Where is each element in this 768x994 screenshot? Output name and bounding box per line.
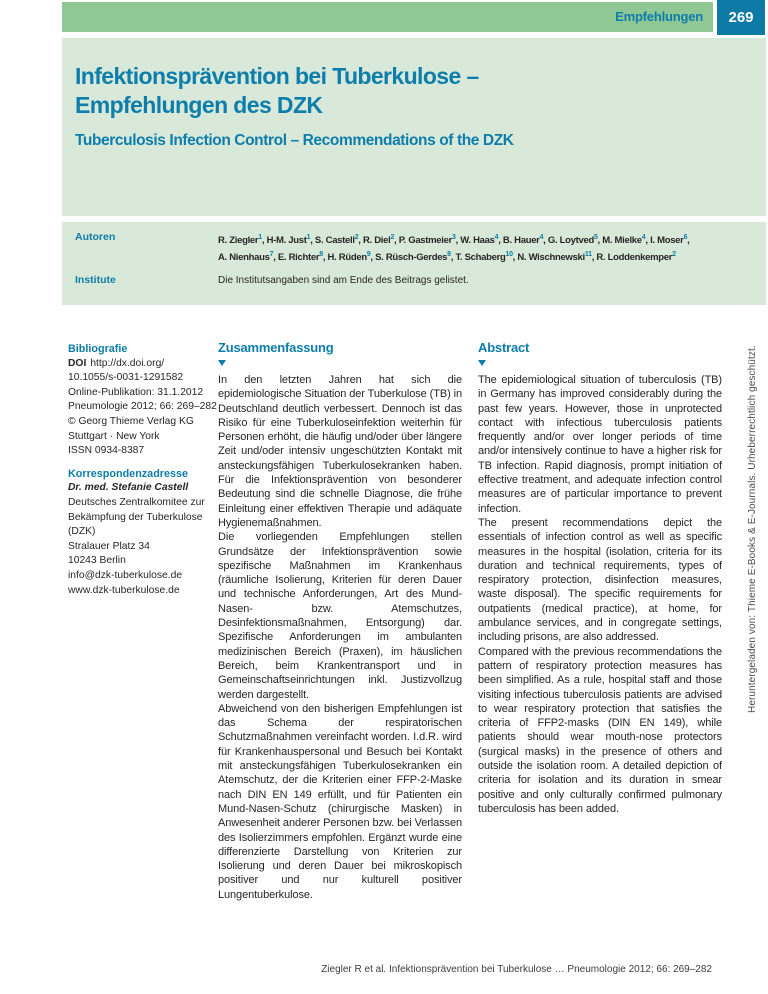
author-name: N. Wischnewski xyxy=(517,252,585,264)
author-affiliation-number: 4 xyxy=(539,234,544,241)
abstract-paragraph: Die vorliegenden Empfehlungen stellen Grundsätze der Infektionsprävention sowie spezifische Maßnahmen im Krankenhaus (räumliche Isolierung, Kriterien für deren Dauer und technische Anforderungen, Art des Mund-Nasen- bzw. Atemschutzes, Desinfektionsmaßnahmen, Entsorgung) dar. Spezifische Anforderungen im ambulanten medizinischen Bereich (Praxen), im häuslichen Bereich, beim Krankentransport und in Gemeinschaftseinrichtungen inkl. Justizvollzug werden dargestellt. xyxy=(218,531,462,701)
abstract-paragraph: Compared with the previous recommendations the pattern of respiratory protection measures has been simplified. As a rule, hospital staff and those visiting infectious tuberculosis patients are advised to wear respiratory protection that satisfies the criteria of FFP2-masks (DIN EN 149), while patients should wear mouth-nose protectors (surgical masks) in the presence of others and outside the isolation room. A detailed depiction of criteria for isolation and its duration in smear positive and only culturally confirmed pulmonary tuberculosis has been added. xyxy=(478,645,722,815)
korrespondenz-block xyxy=(68,467,218,598)
author-affiliation-number: 5 xyxy=(593,234,598,241)
author-name: W. Haas xyxy=(460,235,495,247)
author-affiliation-number: 1 xyxy=(258,234,262,241)
section-label: Empfehlungen xyxy=(615,9,703,24)
article-title-line2: Empfehlungen des DZK xyxy=(75,92,323,118)
bibliografie-lines xyxy=(68,386,218,459)
abstract-paragraph: In den letzten Jahren hat sich die epidemiologische Situation der Tuberkulose (TB) in Deutschland deutlich verbessert. Dennoch ist das Risiko für eine Tuberkuloseinfektion weiterhin für Personen erhöht, die häufig und/oder über längere Zeit und/oder intensiv ungeschützten Kontakt mit ansteckungsfähigen Tuberkulosekranken haben. Für die Infektionsprävention von besonderer Bedeutung sind die schnelle Diagnose, die frühe Einleitung einer effektiven Therapie und adäquate Hygienemaßnahmen. xyxy=(218,374,462,529)
author-name: R. Ziegler xyxy=(218,235,259,247)
author-name: R. Loddenkemper xyxy=(596,252,673,264)
authors-block xyxy=(62,222,766,305)
abstract-column xyxy=(478,340,722,816)
title-block xyxy=(62,38,766,216)
author-name: S. Castell xyxy=(314,235,355,247)
author-name: I. Moser xyxy=(650,235,684,247)
bibliografie-line: Pneumologie 2012; 66: 269–282 xyxy=(68,401,217,413)
author-name: E. Richter xyxy=(277,252,320,264)
korrespondenz-name: Dr. med. Stefanie Castell xyxy=(68,482,189,494)
authors-label: Autoren xyxy=(75,231,116,243)
author-name: A. Nienhaus xyxy=(218,252,270,264)
bibliografie-heading: Bibliografie xyxy=(68,343,128,355)
zusammenfassung-heading: Zusammenfassung xyxy=(218,340,334,355)
page-number-box xyxy=(717,0,765,35)
abstract-paragraph: The epidemiological situation of tuberculosis (TB) in Germany has improved considerably during the past few years. However, those in unprotected contact with infectious tuberculosis patients frequently and/or over longer periods of time and/or intensively continue to have a higher risk for TB infection. Rapid diagnosis, prompt initiation of effective treatment, and adequate infection control measures are of particular importance to prevent infection. xyxy=(478,374,722,515)
footer-citation: Ziegler R et al. Infektionsprävention bei Tuberkulose … Pneumologie 2012; 66: 269–282 xyxy=(321,964,712,975)
author-name: S. Rüsch-Gerdes xyxy=(375,252,448,264)
author-affiliation-number: 11 xyxy=(584,251,592,259)
abstract-text xyxy=(478,373,722,816)
korrespondenz-heading: Korrespondenzadresse xyxy=(68,467,189,480)
header-bar xyxy=(62,2,713,32)
page-number: 269 xyxy=(728,9,754,26)
institute-label: Institute xyxy=(75,274,116,287)
triangle-down-icon xyxy=(478,360,486,366)
author-affiliation-number: 8 xyxy=(319,251,323,259)
address-line: Deutsches Zentralkomitee zur xyxy=(68,496,205,508)
sidebar xyxy=(68,342,218,598)
article-title xyxy=(75,62,766,120)
author-name: G. Loytved xyxy=(547,235,594,247)
author-name: P. Gastmeier xyxy=(398,235,452,247)
zusammenfassung-column xyxy=(218,340,462,902)
author-affiliation-number: 10 xyxy=(505,251,513,259)
website-link[interactable]: www.dzk-tuberkulose.de xyxy=(68,584,180,596)
vertical-copyright-note: Heruntergeladen von: Thieme E-Books & E-Journals. Urheberrechtlich geschützt. xyxy=(747,345,758,713)
author-affiliation-number: 4 xyxy=(641,234,646,241)
doi-url-part1: http://dx.doi.org/ xyxy=(90,357,165,369)
triangle-down-icon xyxy=(218,360,226,366)
author-affiliation-number: 7 xyxy=(269,251,274,259)
author-affiliation-number: 9 xyxy=(366,251,371,259)
author-name: H. Rüden xyxy=(327,252,367,264)
bibliografie-line: ISSN 0934-8387 xyxy=(68,445,145,457)
abstract-paragraph: The present recommendations depict the essentials of infection control as well as specific measures in the hospital (isolation, criteria for its duration and technical requirements, types of respiratory protection, disinfection measures, waste disposal). The specific requirements for outpatients (medical practice), at home, for ambulance services, and in congregate settings, including prisons, are also addressed. xyxy=(478,516,722,644)
doi-link[interactable] xyxy=(68,357,218,372)
authors-list xyxy=(218,231,756,265)
address-line: 10243 Berlin xyxy=(68,555,126,567)
abstract-paragraph: Abweichend von den bisherigen Empfehlungen ist das Schema der respiratorischen Schutzmaßnahmen vereinfacht worden. I.d.R. wird für Krankenhauspersonal und Besuch bei Kontakt mit ansteckungsfähigen Tuberkulosekranken ein Atemschutz, der die Kriterien einer FFP-2-Maske nach DIN EN 149 erfüllt, und für Patienten ein Mund-Nasen-Schutz (chirurgische Masken) in Anwesenheit anderer Personen bzw. bei Verlassen des Isolierzimmers empfohlen. Ergänzt wurde eine differenzierte Darstellung von Kriterien zur Isolierung und deren Dauer bei mikroskopisch positiver und nur kulturell positiver Lungentuberkulose. xyxy=(218,702,462,901)
author-affiliation-number: 4 xyxy=(494,234,499,241)
author-affiliation-number: 8 xyxy=(447,251,451,259)
bibliografie-line: Stuttgart · New York xyxy=(68,430,160,442)
bibliografie-line: Online-Publikation: 31.1.2012 xyxy=(68,386,204,398)
address-line: Bekämpfung der Tuberkulose xyxy=(68,511,203,523)
author-name: R. Diel xyxy=(362,235,391,247)
institute-text: Die Institutsangaben sind am Ende des Beitrags gelistet. xyxy=(218,275,469,287)
email-link[interactable]: info@dzk-tuberkulose.de xyxy=(68,569,183,581)
zusammenfassung-text xyxy=(218,373,462,902)
author-line: A. Nienhaus$^7$, E. Richter$^8$, H. Rüden$^9$, S. Rüsch-Gerdes$^8$, T. Schaberg$^{10}$, N. Wischnewski$^{11}$, R. Loddenkemper$^2$ xyxy=(218,251,676,264)
author-line: R. Ziegler$^1$, H-M. Just$^1$, S. Castell$^2$, R. Diel$^2$, P. Gastmeier$^3$, W. Haas$^4$, B. Hauer$^4$, G. Loytved$^5$, M. Mielke$^4$, I. Moser$^6$, xyxy=(218,234,690,247)
abstract-heading: Abstract xyxy=(478,340,530,355)
article-title-line1: Infektionsprävention bei Tuberkulose – xyxy=(75,63,479,89)
author-affiliation-number: 2 xyxy=(672,251,676,259)
article-title-english: Tuberculosis Infection Control – Recommendations of the DZK xyxy=(75,132,514,149)
institute-row xyxy=(62,274,766,288)
author-affiliation-number: 2 xyxy=(354,234,359,241)
address-lines xyxy=(68,496,218,598)
author-name: M. Mielke xyxy=(602,235,642,247)
doi-label: DOI xyxy=(68,357,87,369)
author-name: T. Schaberg xyxy=(455,252,506,264)
author-name: H-M. Just xyxy=(266,235,307,247)
author-name: B. Hauer xyxy=(502,235,540,247)
authors-row xyxy=(62,231,766,265)
author-affiliation-number: 2 xyxy=(390,234,395,241)
author-affiliation-number: 3 xyxy=(452,234,456,241)
author-affiliation-number: 1 xyxy=(306,234,311,241)
address-line: Stralauer Platz 34 xyxy=(68,540,150,552)
doi-url-part2[interactable]: 10.1055/s-0031-1291582 xyxy=(68,372,184,384)
address-line: (DZK) xyxy=(68,526,96,538)
bibliografie-line: © Georg Thieme Verlag KG xyxy=(68,415,194,427)
author-affiliation-number: 6 xyxy=(683,234,688,241)
